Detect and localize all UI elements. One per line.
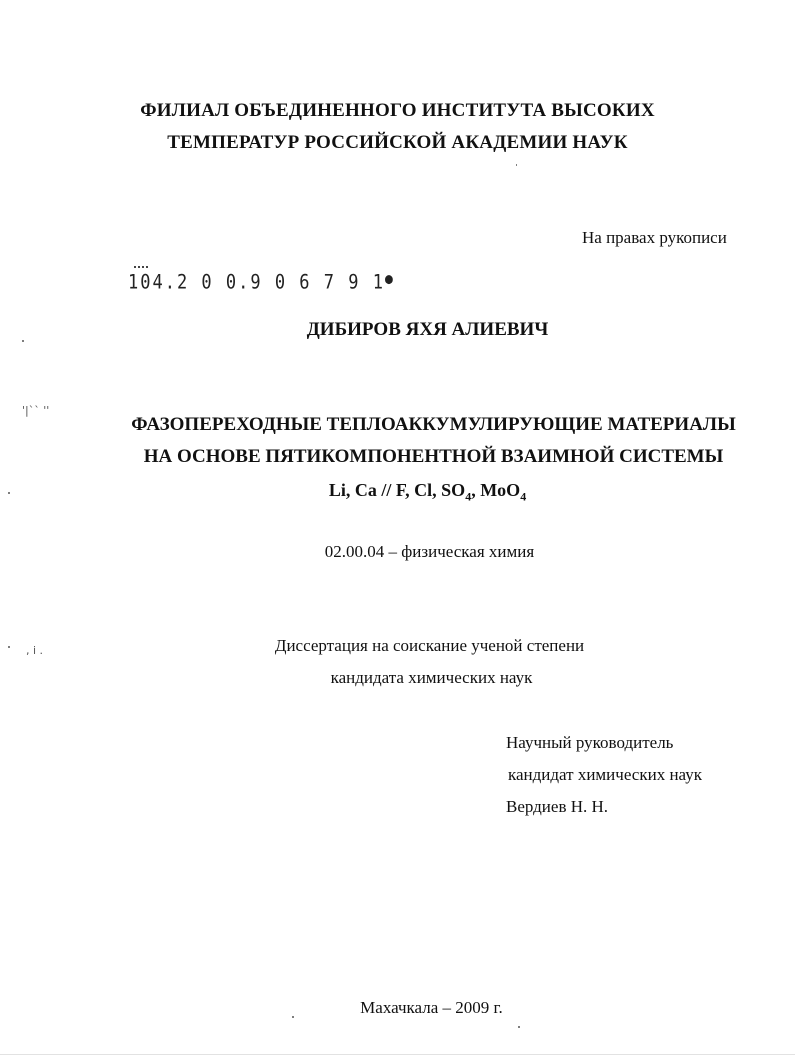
specialty-code: 02.00.04 – физическая химия: [324, 542, 535, 561]
author-name: ДИБИРОВ ЯХЯ АЛИЕВИЧ: [306, 319, 549, 340]
scan-speck: [292, 1016, 294, 1018]
supervisor-name: Вердиев Н. Н.: [506, 797, 609, 816]
scan-speck: [22, 340, 24, 342]
thesis-title-line1: ФАЗОПЕРЕХОДНЫЕ ТЕПЛОАККУМУЛИРУЮЩИЕ МАТЕРИАЛЫ: [131, 414, 736, 435]
supervisor-degree: кандидат химических наук: [508, 765, 702, 784]
scan-speck: [516, 164, 517, 166]
scan-speck: [8, 646, 10, 648]
institute-name-line1: ФИЛИАЛ ОБЪЕДИНЕННОГО ИНСТИТУТА ВЫСОКИХ: [140, 100, 655, 121]
margin-scan-mark-1: '|`` '': [22, 404, 50, 417]
system-formula-prefix: Li, Ca // F, Cl, SO: [328, 480, 466, 500]
dissertation-line2: кандидата химических наук: [330, 668, 533, 687]
margin-scan-mark-2: , i .: [26, 644, 44, 657]
dissertation-line1: Диссертация на соискание ученой степени: [274, 636, 585, 655]
thesis-title-line2: НА ОСНОВЕ ПЯТИКОМПОНЕНТНОЙ ВЗАИМНОЙ СИСТЕМЫ: [143, 446, 724, 467]
supervisor-label: Научный руководитель: [506, 733, 674, 752]
manuscript-note: На правах рукописи: [582, 228, 727, 247]
scan-speck: [518, 1026, 520, 1028]
registration-stamp: [128, 271, 395, 294]
institute-name-line2: ТЕМПЕРАТУР РОССИЙСКОЙ АКАДЕМИИ НАУК: [167, 132, 628, 153]
place-and-year: Махачкала – 2009 г.: [360, 998, 503, 1017]
scan-speck: [8, 492, 10, 494]
system-formula-sub2: 4: [520, 489, 527, 504]
system-formula-mid: , MoO: [471, 480, 521, 500]
stamp-dot-icon: ●: [384, 271, 395, 289]
stamp-overmark: [134, 266, 148, 268]
registration-number: 104.2 0 0.9 0 6 7 9 1: [128, 271, 385, 294]
system-formula-sub1: 4: [465, 489, 472, 504]
scan-bottom-edge: [0, 1054, 795, 1055]
thesis-title-system: [30, 480, 795, 505]
